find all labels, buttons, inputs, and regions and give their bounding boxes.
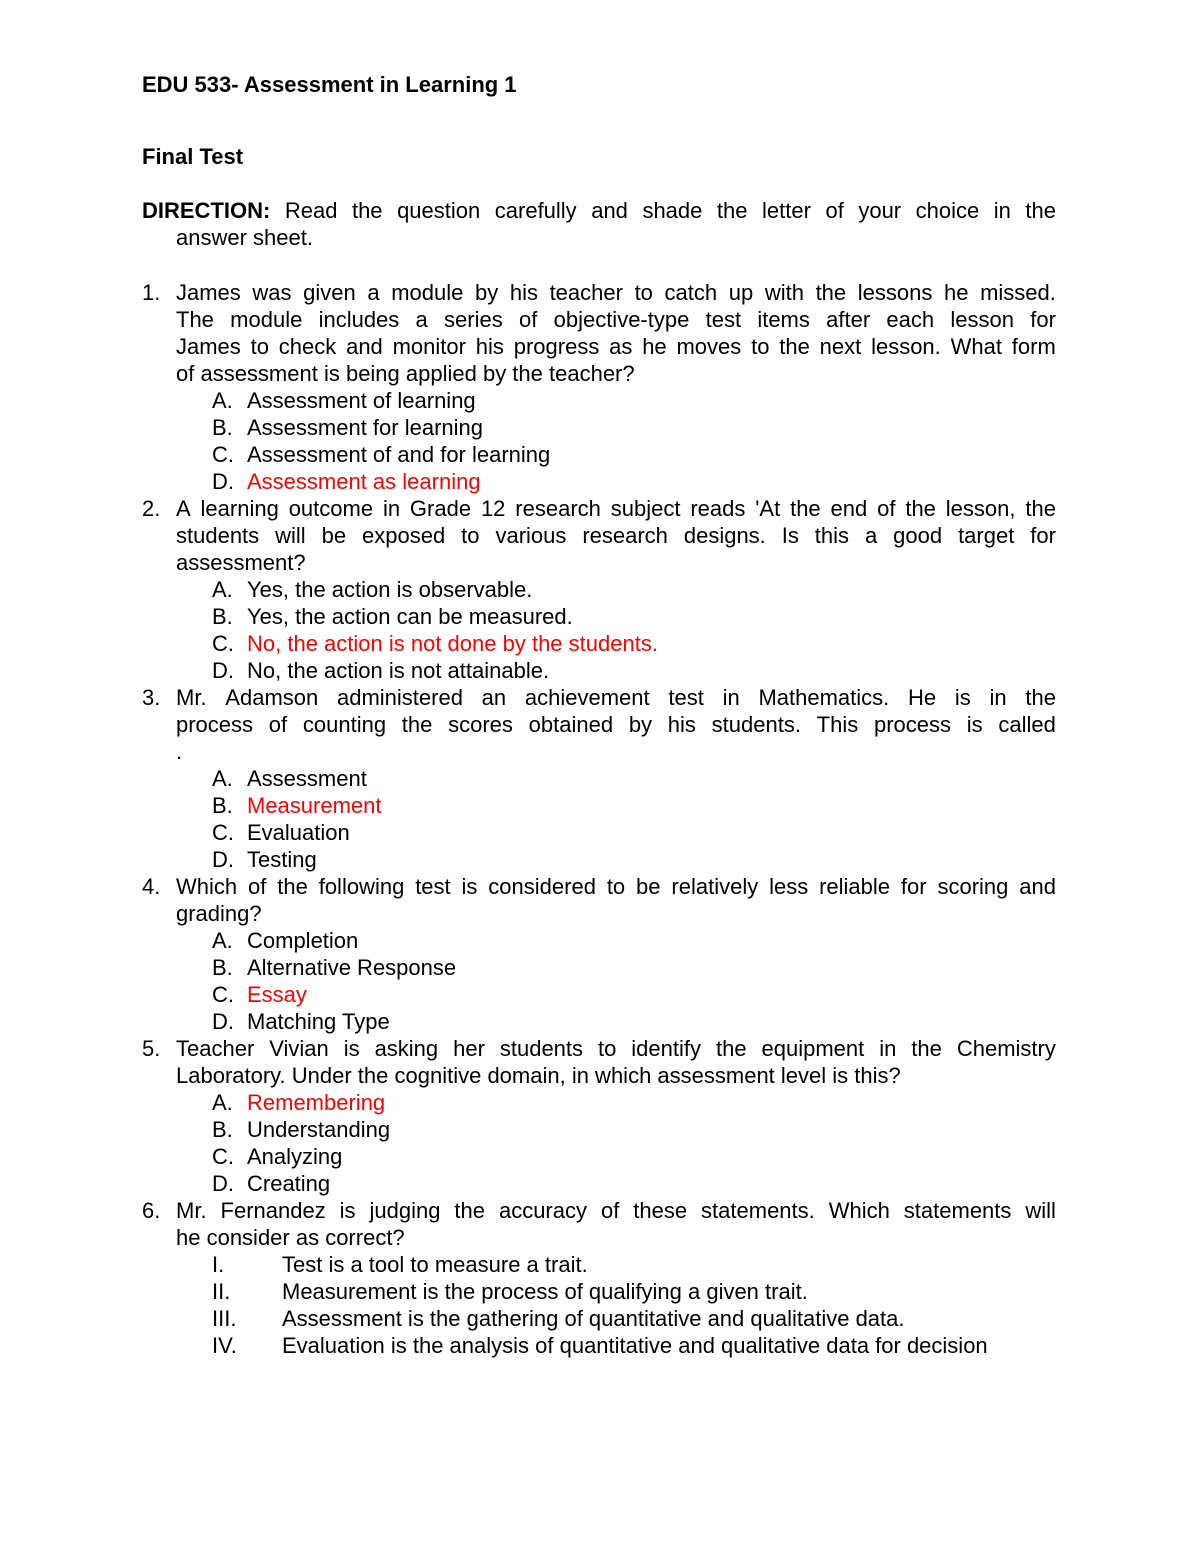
- option-text: Evaluation: [247, 820, 350, 845]
- option: [212, 414, 1056, 441]
- option-text: Assessment of and for learning: [247, 442, 551, 467]
- statement-text: Test is a tool to measure a trait.: [282, 1252, 588, 1277]
- direction-word: and: [591, 198, 628, 223]
- option-letter: C.: [212, 631, 234, 656]
- direction-paragraph: [142, 197, 1056, 251]
- question-item: [142, 684, 1056, 873]
- direction-word: the: [351, 198, 383, 223]
- statement-item: [212, 1278, 1056, 1305]
- question-line: James was given a module by his teacher to catch up with the lessons he missed.: [176, 280, 1056, 305]
- question-line: students will be exposed to various research designs. Is this a good target for: [176, 523, 1056, 548]
- option-letter: A.: [212, 766, 233, 791]
- option-letter: D.: [212, 847, 234, 872]
- question-number: 3.: [142, 685, 161, 710]
- option: [212, 846, 1056, 873]
- question-text: [176, 1197, 1056, 1251]
- question-text: [176, 1035, 1056, 1089]
- option-text: Assessment as learning: [247, 469, 481, 494]
- statement-text: Measurement is the process of qualifying a given trait.: [282, 1279, 808, 1304]
- question-line: A learning outcome in Grade 12 research subject reads 'At the end of the lesson, the: [176, 496, 1056, 521]
- question-line: Teacher Vivian is asking her students to identify the equipment in the Chemistry: [176, 1036, 1056, 1061]
- question-line: Laboratory. Under the cognitive domain, in which assessment level is this?: [176, 1063, 901, 1088]
- option-list: [212, 387, 1056, 495]
- option-text: Testing: [247, 847, 317, 872]
- question-number: 5.: [142, 1036, 161, 1061]
- option-text: Completion: [247, 928, 359, 953]
- option: [212, 819, 1056, 846]
- option-text: Assessment of learning: [247, 388, 476, 413]
- option: [212, 927, 1056, 954]
- question-line: Mr. Adamson administered an achievement test in Mathematics. He is in the: [176, 685, 1056, 710]
- question-line: he consider as correct?: [176, 1225, 405, 1250]
- option-text: Creating: [247, 1171, 331, 1196]
- question-line: .: [176, 739, 183, 764]
- direction-word: in: [993, 198, 1011, 223]
- option-letter: D.: [212, 469, 234, 494]
- option-correct: [212, 981, 1056, 1008]
- question-text: [176, 279, 1056, 387]
- question-item: [142, 495, 1056, 684]
- statement-numeral: IV.: [212, 1333, 237, 1358]
- option-text: No, the action is not attainable.: [247, 658, 550, 683]
- option-text: Understanding: [247, 1117, 391, 1142]
- option-text: Yes, the action can be measured.: [247, 604, 573, 629]
- option-correct: [212, 792, 1056, 819]
- direction-label: DIRECTION:: [142, 198, 271, 223]
- question-number: 4.: [142, 874, 161, 899]
- option-list: [212, 765, 1056, 873]
- option-list: [212, 927, 1056, 1035]
- direction-word: the: [716, 198, 748, 223]
- option-letter: C.: [212, 820, 234, 845]
- option: [212, 387, 1056, 414]
- statement-numeral: III.: [212, 1306, 237, 1331]
- option: [212, 954, 1056, 981]
- option: [212, 765, 1056, 792]
- option-letter: B.: [212, 604, 233, 629]
- option-text: Essay: [247, 982, 307, 1007]
- option-text: Analyzing: [247, 1144, 343, 1169]
- statement-item: [212, 1332, 1056, 1359]
- question-line: The module includes a series of objective-type test items after each lesson for: [176, 307, 1056, 332]
- option-letter: D.: [212, 658, 234, 683]
- question-item: [142, 1197, 1056, 1359]
- question-number: 1.: [142, 280, 161, 305]
- option-correct: [212, 1089, 1056, 1116]
- option-letter: B.: [212, 793, 233, 818]
- statement-item: [212, 1251, 1056, 1278]
- question-text: [176, 684, 1056, 765]
- option-letter: D.: [212, 1171, 234, 1196]
- direction-line-2: answer sheet.: [176, 225, 313, 250]
- question-number: 2.: [142, 496, 161, 521]
- option-text: Assessment for learning: [247, 415, 483, 440]
- document-title: EDU 533- Assessment in Learning 1: [142, 72, 517, 97]
- option-text: Measurement: [247, 793, 382, 818]
- direction-word: Read: [284, 198, 338, 223]
- option: [212, 576, 1056, 603]
- statement-list: [212, 1251, 1056, 1359]
- option: [212, 603, 1056, 630]
- option: [212, 1143, 1056, 1170]
- option-letter: C.: [212, 982, 234, 1007]
- question-text: [176, 495, 1056, 576]
- section-title: Final Test: [142, 144, 244, 169]
- statement-item: [212, 1305, 1056, 1332]
- statement-numeral: I.: [212, 1252, 225, 1277]
- question-item: [142, 873, 1056, 1035]
- option-text: No, the action is not done by the students.: [247, 631, 658, 656]
- option-letter: B.: [212, 1117, 233, 1142]
- option-text: Alternative Response: [247, 955, 457, 980]
- option-letter: C.: [212, 442, 234, 467]
- direction-word: your: [858, 198, 902, 223]
- question-line: Mr. Fernandez is judging the accuracy of these statements. Which statements will: [176, 1198, 1056, 1223]
- direction-word: shade: [642, 198, 703, 223]
- option-text: Remembering: [247, 1090, 386, 1115]
- option-letter: A.: [212, 928, 233, 953]
- option-letter: B.: [212, 955, 233, 980]
- direction-line-1: [142, 197, 1056, 224]
- question-item: [142, 1035, 1056, 1197]
- option-letter: C.: [212, 1144, 234, 1169]
- option-correct: [212, 468, 1056, 495]
- option: [212, 441, 1056, 468]
- option-letter: A.: [212, 388, 233, 413]
- statement-numeral: II.: [212, 1279, 231, 1304]
- option: [212, 1170, 1056, 1197]
- question-list: [142, 279, 1056, 1359]
- direction-word: of: [825, 198, 844, 223]
- statement-text: Assessment is the gathering of quantitative and qualitative data.: [282, 1306, 905, 1331]
- option-letter: B.: [212, 415, 233, 440]
- direction-word: letter: [762, 198, 811, 223]
- question-line: assessment?: [176, 550, 306, 575]
- question-line: of assessment is being applied by the teacher?: [176, 361, 635, 386]
- question-line: process of counting the scores obtained by his students. This process is called: [176, 712, 1056, 737]
- option-list: [212, 1089, 1056, 1197]
- option-text: Yes, the action is observable.: [247, 577, 533, 602]
- direction-word: choice: [915, 198, 980, 223]
- question-item: [142, 279, 1056, 495]
- statement-text: Evaluation is the analysis of quantitative and qualitative data for decision: [282, 1333, 988, 1358]
- option-text: Matching Type: [247, 1009, 390, 1034]
- option: [212, 1008, 1056, 1035]
- direction-word: the: [1025, 198, 1056, 223]
- question-text: [176, 873, 1056, 927]
- option-correct: [212, 630, 1056, 657]
- question-line: grading?: [176, 901, 262, 926]
- direction-word: carefully: [494, 198, 577, 223]
- option-text: Assessment: [247, 766, 367, 791]
- option-letter: D.: [212, 1009, 234, 1034]
- question-line: Which of the following test is considered to be relatively less reliable for scoring and: [176, 874, 1056, 899]
- question-line: James to check and monitor his progress as he moves to the next lesson. What form: [176, 334, 1056, 359]
- question-number: 6.: [142, 1198, 161, 1223]
- option-letter: A.: [212, 577, 233, 602]
- option: [212, 1116, 1056, 1143]
- option: [212, 657, 1056, 684]
- option-list: [212, 576, 1056, 684]
- option-letter: A.: [212, 1090, 233, 1115]
- direction-word: question: [397, 198, 481, 223]
